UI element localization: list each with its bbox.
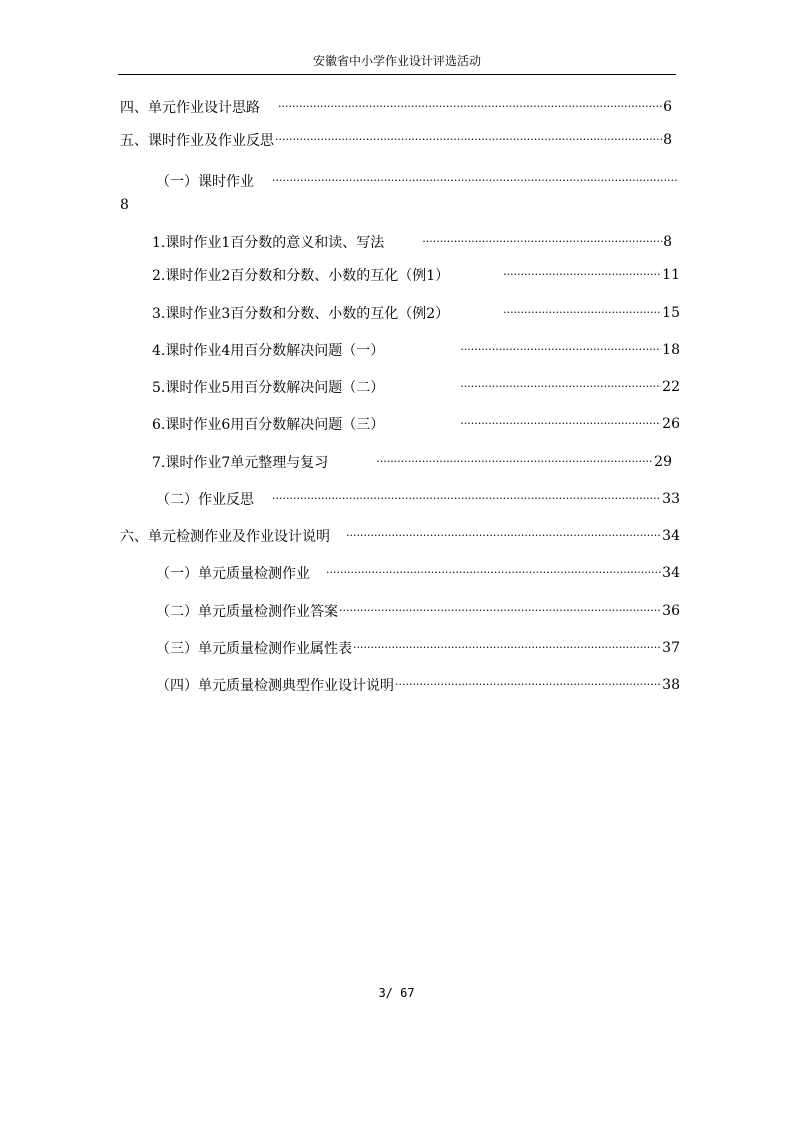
toc-entry-title: 1.课时作业1百分数的意义和读、写法 bbox=[152, 235, 385, 251]
toc-entry-lesson-5[interactable] bbox=[152, 376, 680, 398]
toc-entry-page: 34 bbox=[662, 528, 680, 544]
toc-entry-lesson-7[interactable] bbox=[152, 451, 672, 473]
toc-entry-title: 3.课时作业3百分数和分数、小数的互化（例2） bbox=[152, 306, 450, 322]
toc-entry-page: 22 bbox=[662, 379, 680, 395]
toc-entry-6-4[interactable] bbox=[156, 674, 680, 696]
toc-entry-title: （三）单元质量检测作业属性表 bbox=[156, 641, 352, 657]
toc-leader bbox=[376, 451, 653, 473]
toc-entry-title: 7.课时作业7单元整理与复习 bbox=[152, 455, 329, 471]
toc-entry-title: 5.课时作业5用百分数解决问题（二） bbox=[152, 380, 385, 396]
toc-entry-page: 26 bbox=[662, 416, 680, 432]
toc-entry-page: 29 bbox=[654, 454, 672, 470]
toc-entry-page: 34 bbox=[662, 565, 680, 581]
toc-leader bbox=[353, 637, 661, 659]
toc-entry-6-2[interactable] bbox=[156, 600, 680, 622]
toc-leader bbox=[460, 413, 661, 435]
toc-entry-title: （二）单元质量检测作业答案 bbox=[156, 604, 338, 620]
toc-leader bbox=[460, 339, 661, 361]
toc-entry-6-3[interactable] bbox=[156, 637, 680, 659]
toc-entry-page: 15 bbox=[662, 305, 680, 321]
toc-leader bbox=[278, 96, 662, 118]
toc-entry-title: 2.课时作业2百分数和分数、小数的互化（例1） bbox=[152, 268, 450, 284]
toc-entry-title: （一）单元质量检测作业 bbox=[156, 566, 310, 582]
toc-leader bbox=[339, 600, 661, 622]
toc-entry-page: 8 bbox=[663, 234, 672, 250]
toc-entry-title: （二）作业反思 bbox=[156, 492, 254, 508]
toc-leader bbox=[395, 674, 661, 696]
toc-entry-title: 4.课时作业4用百分数解决问题（一） bbox=[152, 343, 385, 359]
toc-entry-6-1[interactable] bbox=[156, 562, 680, 584]
toc-leader bbox=[275, 129, 662, 151]
toc-leader bbox=[326, 562, 661, 584]
toc-entry-page: 33 bbox=[662, 491, 680, 507]
toc-leader bbox=[503, 302, 661, 324]
toc-entry-page: 8 bbox=[120, 197, 129, 213]
toc-entry-page: 37 bbox=[662, 640, 680, 656]
toc-entry-page: 8 bbox=[663, 132, 672, 148]
toc-entry-lesson-4[interactable] bbox=[152, 339, 680, 361]
toc-entry-page: 6 bbox=[663, 99, 672, 115]
toc-entry-page: 36 bbox=[662, 603, 680, 619]
toc-entry-5-1[interactable] bbox=[156, 170, 680, 192]
page-number: 3/ 67 bbox=[378, 986, 415, 1000]
toc-entry-page: 11 bbox=[662, 267, 680, 283]
toc-entry-page: 18 bbox=[662, 342, 680, 358]
toc-entry-title: （一）课时作业 bbox=[156, 174, 254, 190]
toc-entry-5[interactable] bbox=[120, 129, 672, 151]
toc-entry-6[interactable] bbox=[120, 525, 680, 547]
toc-leader bbox=[460, 376, 661, 398]
toc-entry-title: 六、单元检测作业及作业设计说明 bbox=[120, 529, 330, 545]
toc-entry-title: （四）单元质量检测典型作业设计说明 bbox=[156, 678, 394, 694]
page-header: 安徽省中小学作业设计评选活动 bbox=[312, 54, 481, 68]
toc-entry-lesson-1[interactable] bbox=[152, 231, 672, 253]
toc-entry-lesson-2[interactable] bbox=[152, 264, 680, 286]
toc-leader bbox=[422, 231, 662, 253]
toc-entry-title: 四、单元作业设计思路 bbox=[120, 100, 260, 116]
toc-entry-lesson-6[interactable] bbox=[152, 413, 680, 435]
toc-entry-5-2[interactable] bbox=[156, 488, 680, 510]
toc-leader bbox=[272, 170, 679, 192]
toc-entry-page: 38 bbox=[662, 677, 680, 693]
toc-leader bbox=[346, 525, 661, 547]
toc-entry-lesson-3[interactable] bbox=[152, 302, 680, 324]
toc-leader bbox=[503, 264, 661, 286]
toc-leader bbox=[272, 488, 661, 510]
toc-entry-title: 6.课时作业6用百分数解决问题（三） bbox=[152, 417, 385, 433]
toc-entry-4[interactable] bbox=[120, 96, 672, 118]
toc-entry-title: 五、课时作业及作业反思 bbox=[120, 133, 274, 149]
